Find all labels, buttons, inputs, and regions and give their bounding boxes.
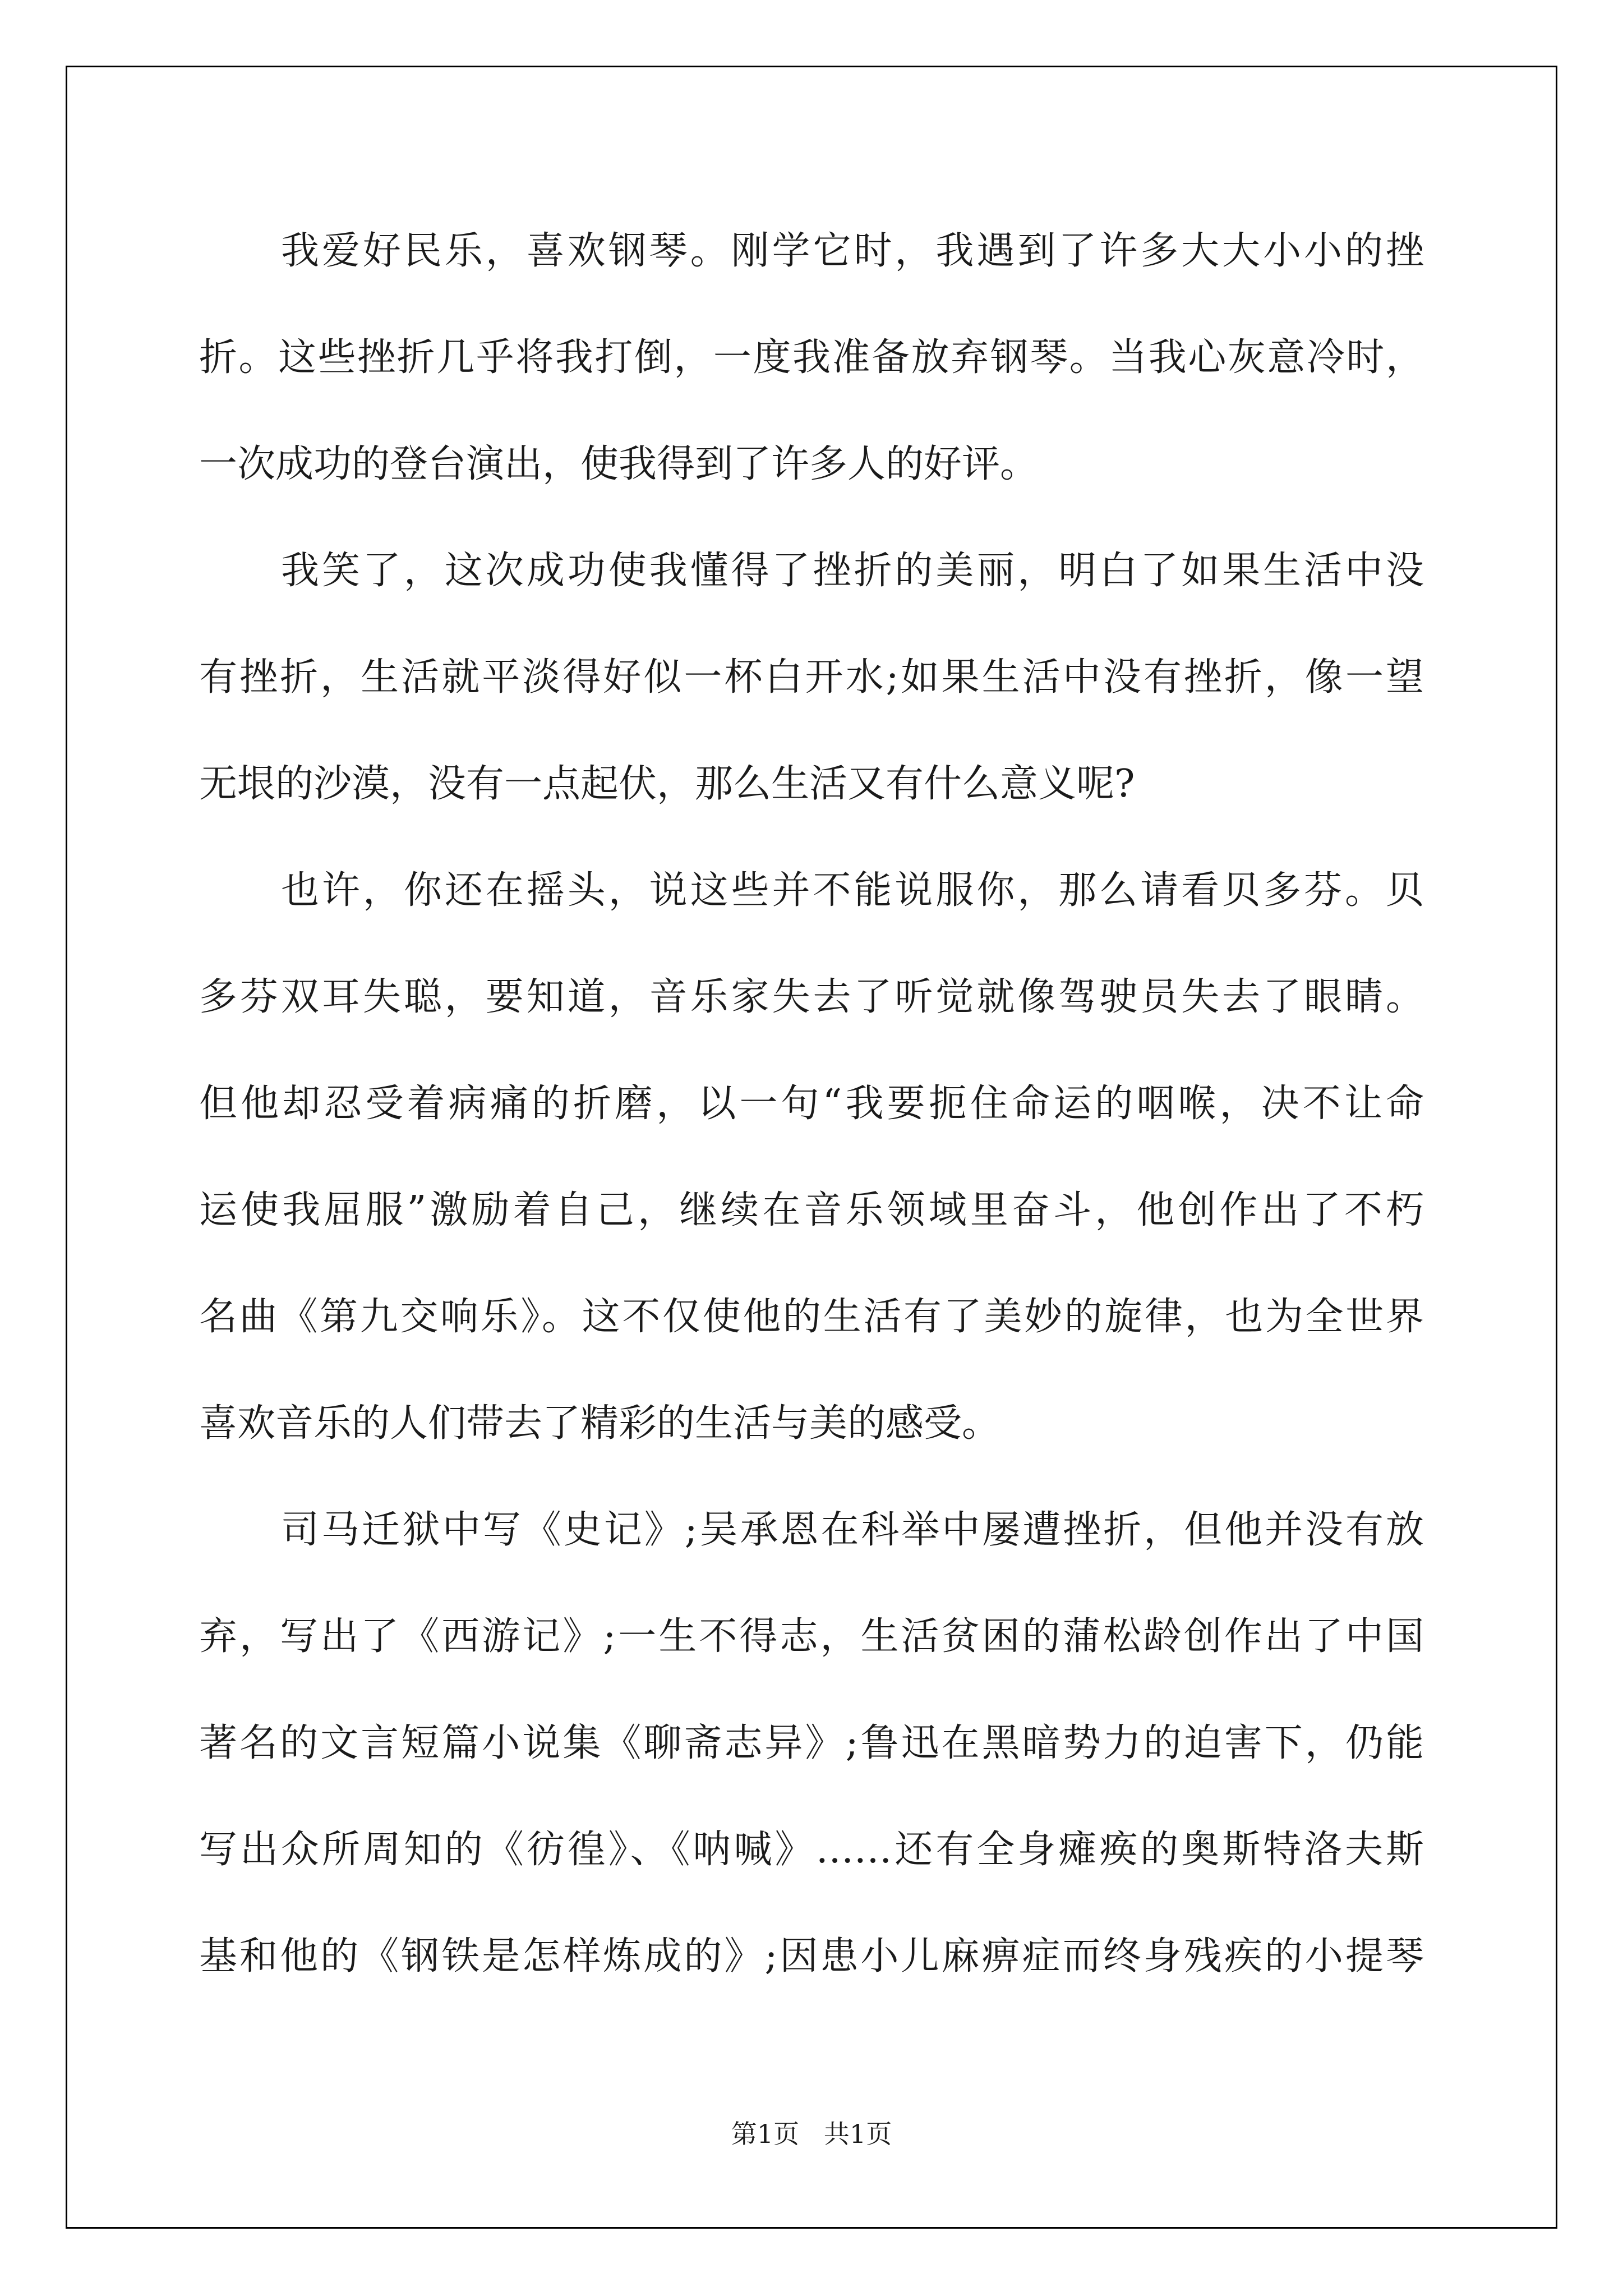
text-line: 写出众所周知的《彷徨》、《呐喊》……还有全身瘫痪的奥斯特洛夫斯 — [199, 1828, 1424, 1872]
page-footer: 第1页 共1页 — [731, 2119, 892, 2149]
text-line: 但他却忍受着病痛的折磨，以一句“我要扼住命运的咽喉，决不让命 — [199, 1082, 1424, 1126]
text-line: 名曲《第九交响乐》。这不仅使他的生活有了美妙的旋律，也为全世界 — [199, 1295, 1424, 1339]
text-line: 折。这些挫折几乎将我打倒，一度我准备放弃钢琴。当我心灰意冷时， — [199, 335, 1424, 380]
text-line: 基和他的《钢铁是怎样炼成的》;因患小儿麻痹症而终身残疾的小提琴 — [199, 1934, 1424, 1978]
text-line: 无垠的沙漠，没有一点起伏，那么生活又有什么意义呢? — [199, 762, 1135, 806]
text-line: 有挫折，生活就平淡得好似一杯白开水;如果生活中没有挫折，像一望 — [199, 655, 1424, 700]
document-body — [199, 211, 1424, 2023]
text-line: 一次成功的登台演出，使我得到了许多人的好评。 — [199, 442, 1039, 486]
text-line: 我笑了，这次成功使我懂得了挫折的美丽，明白了如果生活中没 — [281, 549, 1424, 593]
text-line: 也许，你还在摇头，说这些并不能说服你，那么请看贝多芬。贝 — [281, 868, 1424, 913]
text-line: 运使我屈服”激励着自己，继续在音乐领域里奋斗，他创作出了不朽 — [199, 1188, 1424, 1232]
text-line: 司马迁狱中写《史记》;吴承恩在科举中屡遭挫折，但他并没有放 — [281, 1508, 1424, 1552]
text-line: 多芬双耳失聪，要知道，音乐家失去了听觉就像驾驶员失去了眼睛。 — [199, 975, 1424, 1019]
text-line: 我爱好民乐，喜欢钢琴。刚学它时，我遇到了许多大大小小的挫 — [281, 229, 1424, 273]
text-line: 弃，写出了《西游记》;一生不得志，生活贫困的蒲松龄创作出了中国 — [199, 1614, 1424, 1659]
text-line: 喜欢音乐的人们带去了精彩的生活与美的感受。 — [199, 1401, 1000, 1446]
text-line: 著名的文言短篇小说集《聊斋志异》;鲁迅在黑暗势力的迫害下，仍能 — [199, 1721, 1424, 1765]
